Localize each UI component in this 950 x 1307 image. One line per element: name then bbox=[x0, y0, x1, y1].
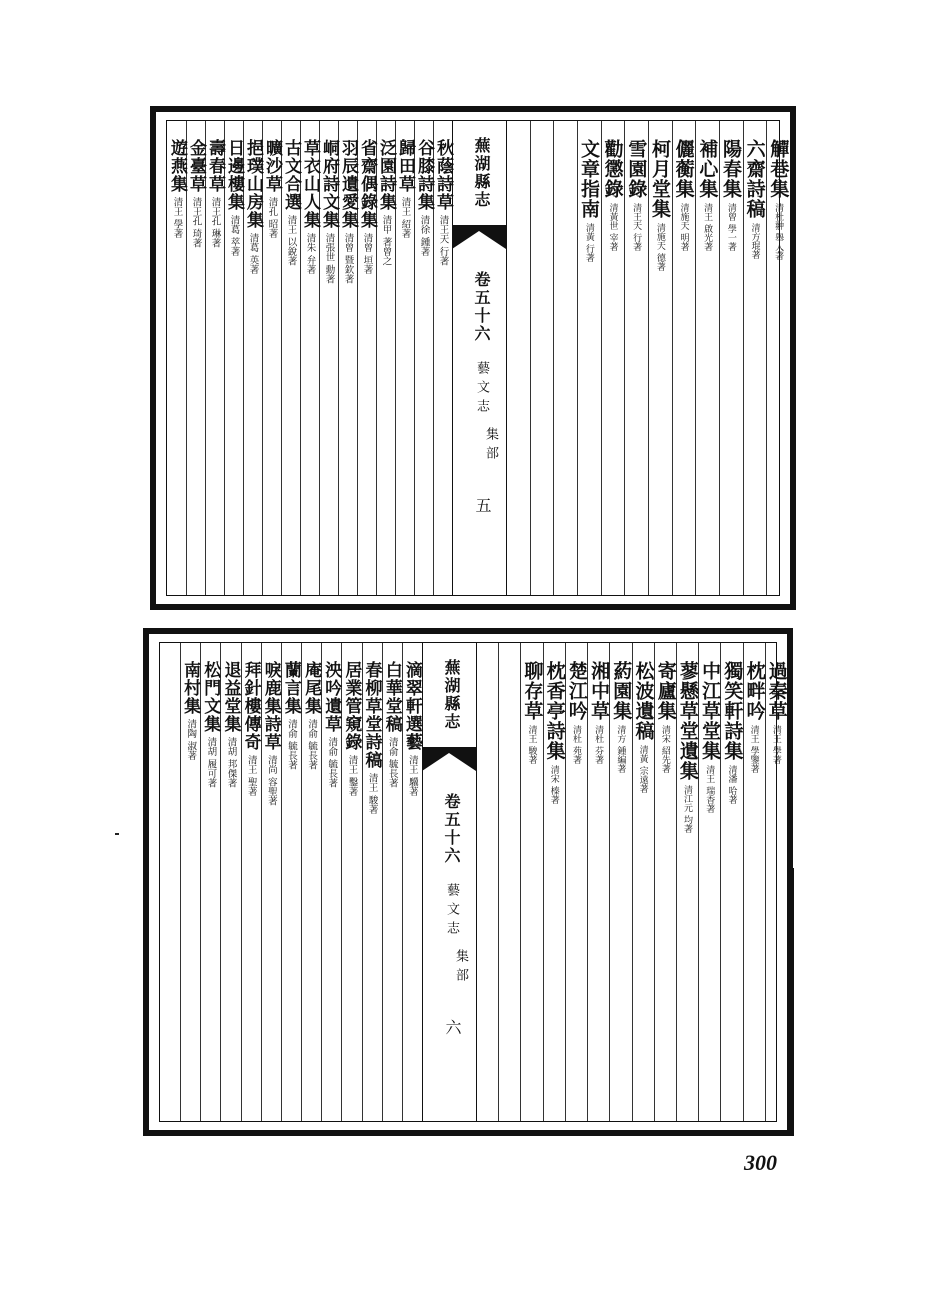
upper_page-banxin-volume: 卷五十六 bbox=[472, 271, 491, 343]
lower_page-left-entry-note: 清王 聖著 bbox=[245, 755, 257, 797]
lower_page-banxin-rule-2 bbox=[476, 643, 477, 1121]
lower_page-banxin-rule-1 bbox=[422, 643, 423, 1121]
upper_page-left-entry-note: 清王 紹著 bbox=[399, 197, 411, 239]
upper_page-left-entry-title: 金臺草 bbox=[186, 139, 206, 193]
lower_page-banxin-category: 集部 bbox=[453, 949, 468, 987]
upper_page-left-entry-note: 清王天 行著 bbox=[437, 215, 449, 266]
lower_page-right-entry-title: 枕畔吟 bbox=[743, 661, 766, 721]
upper_page-right-entry-note: 清王 啟光著 bbox=[702, 203, 713, 251]
lower_page-left-entry-title: 泱吟遺草 bbox=[321, 661, 342, 733]
page-number: 300 bbox=[744, 1150, 777, 1175]
lower_page-left-entry-title: 蘭言集 bbox=[280, 661, 301, 715]
upper_page-right-entry-note: 清方琨著 bbox=[749, 223, 760, 259]
lower_page-left-entry-note: 清陶 淑著 bbox=[185, 719, 197, 761]
lower_page-right-entry-note: 清杜 芬著 bbox=[593, 725, 604, 764]
lower_page-left-entry-note: 清尚 容聖著 bbox=[265, 755, 277, 806]
upper_page-left-entry-note: 清孔 昭著 bbox=[266, 197, 278, 239]
lower_page-right-entry-title: 過秦草 bbox=[765, 661, 788, 721]
lower_page-right-entry-title: 中江草堂集 bbox=[699, 661, 722, 761]
upper_page-left-entry-note: 清曾 垣著 bbox=[361, 233, 373, 275]
lower_page-fishtail-mark bbox=[422, 747, 476, 777]
lower_page-column-rule bbox=[498, 643, 499, 1121]
lower_page-banxin-book-title: 蕪湖縣志 bbox=[442, 659, 461, 731]
lower_page-left-entry-note: 清俞 毓長著 bbox=[306, 719, 318, 770]
lower_page-left-entry-note: 清俞 毓長著 bbox=[286, 719, 297, 770]
upper_page-banxin-book-title: 蕪湖縣志 bbox=[472, 137, 491, 209]
lower_page-left-entry-title: 春柳草堂詩稿 bbox=[361, 661, 382, 769]
lower_page-left-entry-note: 清俞 毓長著 bbox=[386, 737, 398, 788]
upper_page-left-entry-note: 清甲 著曾之 bbox=[380, 215, 392, 266]
upper_page-left-entry-note: 清朱 弁著 bbox=[304, 233, 316, 275]
upper_page-left-entry-title: 古文合選 bbox=[281, 139, 301, 211]
lower_page-left-entry-title: 白華堂稿 bbox=[381, 661, 402, 733]
upper_page-left-entry-note: 清葛 萃著 bbox=[228, 215, 240, 257]
upper_page-right-entry-note: 清施天 德著 bbox=[654, 223, 665, 271]
lower_page-right-entry-note: 清王 學著 bbox=[770, 725, 781, 764]
upper_page-left-entry-title: 歸田草 bbox=[395, 139, 415, 193]
upper_page-right-entry-title: 柯月堂集 bbox=[649, 139, 671, 219]
lower_page-right-entry-note: 清王 學鑒著 bbox=[748, 725, 759, 773]
lower_page-left-entry-title: 滴翠軒選藝 bbox=[401, 661, 422, 751]
lower_page-right-entry-note: 清宋 紹先著 bbox=[659, 725, 670, 773]
upper_page-fishtail-mark bbox=[452, 225, 506, 255]
lower_page-right-entry-title: 楚江吟 bbox=[565, 661, 588, 721]
upper_page-left-entry-title: 羽辰遺愛集 bbox=[338, 139, 358, 229]
upper_page-left-entry-title: 挹璞山房集 bbox=[243, 139, 263, 229]
upper_page-left-entry-title: 日邊樓集 bbox=[224, 139, 244, 211]
upper_page-right-entry-title: 雪園錄 bbox=[625, 139, 648, 199]
lower_page-right-entry-title: 湘中草 bbox=[588, 661, 611, 721]
upper_page-banxin-category: 集部 bbox=[483, 427, 498, 465]
lower_page-right-entry-note: 清江元 均著 bbox=[682, 785, 693, 833]
upper_page-left-entry-title: 泛園詩集 bbox=[376, 139, 396, 211]
upper_page-left-entry-note: 清王孔 琳著 bbox=[209, 197, 221, 248]
lower_page-left-entry-note: 清王 鑿著 bbox=[346, 755, 358, 797]
lower_page-right-entry-note: 清杜 苑著 bbox=[570, 725, 581, 764]
lower_page-left-entry-title: 松門文集 bbox=[200, 661, 221, 733]
upper_page-right-entry-note: 清黃 行著 bbox=[583, 223, 594, 262]
upper_page-right-entry-title: 文章指南 bbox=[578, 139, 600, 219]
lower_page-left-entry-note: 清王 駿著 bbox=[366, 773, 378, 815]
upper_page-right-entry-title: 陽春集 bbox=[720, 139, 742, 199]
scan-edge-shadow bbox=[788, 868, 794, 1136]
lower-page-text-frame bbox=[159, 642, 788, 1122]
lower_page-left-entry-note: 清俞 毓長著 bbox=[326, 737, 338, 788]
lower_page-left-entry-title: 退益堂集 bbox=[220, 661, 241, 733]
upper_page-right-entry-title: 補心集 bbox=[696, 139, 719, 199]
lower_page-banxin-leaf-number: 六 bbox=[443, 1019, 462, 1037]
upper_page-left-entry-note: 清王 學著 bbox=[171, 197, 183, 239]
lower_page-right-entry-note: 清王 瑞香著 bbox=[704, 765, 715, 813]
upper-page bbox=[150, 106, 796, 610]
upper_page-column-rule bbox=[553, 121, 554, 595]
upper_page-left-entry-title: 曠沙草 bbox=[262, 139, 282, 193]
lower_page-left-entry-note: 清胡 履可著 bbox=[205, 737, 217, 788]
upper_page-left-entry-note: 清曾 暨欽著 bbox=[342, 233, 354, 284]
upper_page-right-entry-title: 六齋詩稿 bbox=[743, 139, 766, 219]
upper_page-column-rule bbox=[530, 121, 531, 595]
lower_page-left-entry-title: 唳鹿集詩草 bbox=[260, 661, 281, 751]
upper_page-right-entry-note: 清曾 學一著 bbox=[725, 203, 736, 251]
lower_page-left-entry-title: 庵尾集 bbox=[301, 661, 322, 715]
lower-page bbox=[143, 628, 793, 1136]
upper_page-right-entry-note: 清杜翀 舉人著 bbox=[773, 203, 784, 260]
upper_page-right-entry-title: 勸懲錄 bbox=[601, 139, 624, 199]
upper_page-left-entry-title: 省齋偶錄集 bbox=[357, 139, 377, 229]
lower_page-right-entry-note: 清潘 哈著 bbox=[726, 765, 737, 804]
upper_page-left-entry-note: 清葛 英著 bbox=[247, 233, 259, 275]
lower_page-left-entry-title: 居業管窺錄 bbox=[341, 661, 362, 751]
upper_page-left-entry-note: 清張世 勳著 bbox=[323, 233, 335, 284]
lower_page-right-entry-title: 獨笑軒詩集 bbox=[721, 661, 744, 761]
upper-page-text-frame bbox=[166, 120, 790, 596]
lower_page-right-entry-title: 葯園集 bbox=[610, 661, 633, 721]
lower_page-right-entry-note: 清宋 榛著 bbox=[548, 765, 559, 804]
upper_page-right-entry-title: 儷蘅集 bbox=[672, 139, 695, 199]
lower_page-right-entry-note: 清方 鍾編著 bbox=[615, 725, 626, 773]
upper_page-left-entry-note: 清王孔 琦著 bbox=[190, 197, 202, 248]
lower_page-right-entry-note: 清黃 宗遠著 bbox=[637, 745, 648, 793]
lower_page-right-entry-note: 清王 駿著 bbox=[526, 725, 537, 764]
upper_page-left-entry-note: 清王 以銳著 bbox=[285, 215, 297, 266]
lower_page-right-entry-title: 寄廬集 bbox=[654, 661, 677, 721]
lower_page-left-entry-note: 清王 驥著 bbox=[406, 755, 418, 797]
upper_page-left-entry-title: 草衣山人集 bbox=[300, 139, 320, 229]
scan-speck bbox=[115, 833, 119, 835]
upper_page-left-entry-title: 秋蔭詩草 bbox=[433, 139, 453, 211]
upper_page-left-entry-title: 遊燕集 bbox=[167, 139, 187, 193]
lower_page-banxin-section: 藝文志 bbox=[444, 883, 459, 940]
lower_page-right-entry-title: 聊存草 bbox=[521, 661, 544, 721]
upper_page-left-entry-title: 峒府詩文集 bbox=[319, 139, 339, 229]
upper_page-banxin-section: 藝文志 bbox=[474, 361, 489, 418]
upper_page-banxin-leaf-number: 五 bbox=[473, 497, 492, 515]
upper_page-banxin-rule-2 bbox=[506, 121, 507, 595]
lower_page-right-entry-title: 枕香亭詩集 bbox=[543, 661, 566, 761]
lower_page-right-entry-title: 蓼懸草堂遺集 bbox=[676, 661, 699, 781]
upper_page-right-entry-note: 清王天 行著 bbox=[631, 203, 642, 251]
upper_page-left-entry-title: 谷膝詩集 bbox=[414, 139, 434, 211]
upper_page-right-entry-note: 清黃世 宰著 bbox=[607, 203, 618, 251]
upper_page-right-entry-title: 觶巷集 bbox=[767, 139, 790, 199]
lower_page-left-entry-note: 清胡 邦傑著 bbox=[225, 737, 237, 788]
lower_page-right-entry-title: 松波遺稿 bbox=[632, 661, 655, 741]
upper_page-right-entry-note: 清施天 明著 bbox=[678, 203, 689, 251]
lower_page-banxin-volume: 卷五十六 bbox=[442, 793, 461, 865]
lower_page-left-entry-title: 南村集 bbox=[180, 661, 201, 715]
lower_page-left-entry-title: 拜針樓傳奇 bbox=[240, 661, 261, 751]
upper_page-left-entry-title: 壽春草 bbox=[205, 139, 225, 193]
upper_page-left-entry-note: 清徐 鍾著 bbox=[418, 215, 430, 257]
